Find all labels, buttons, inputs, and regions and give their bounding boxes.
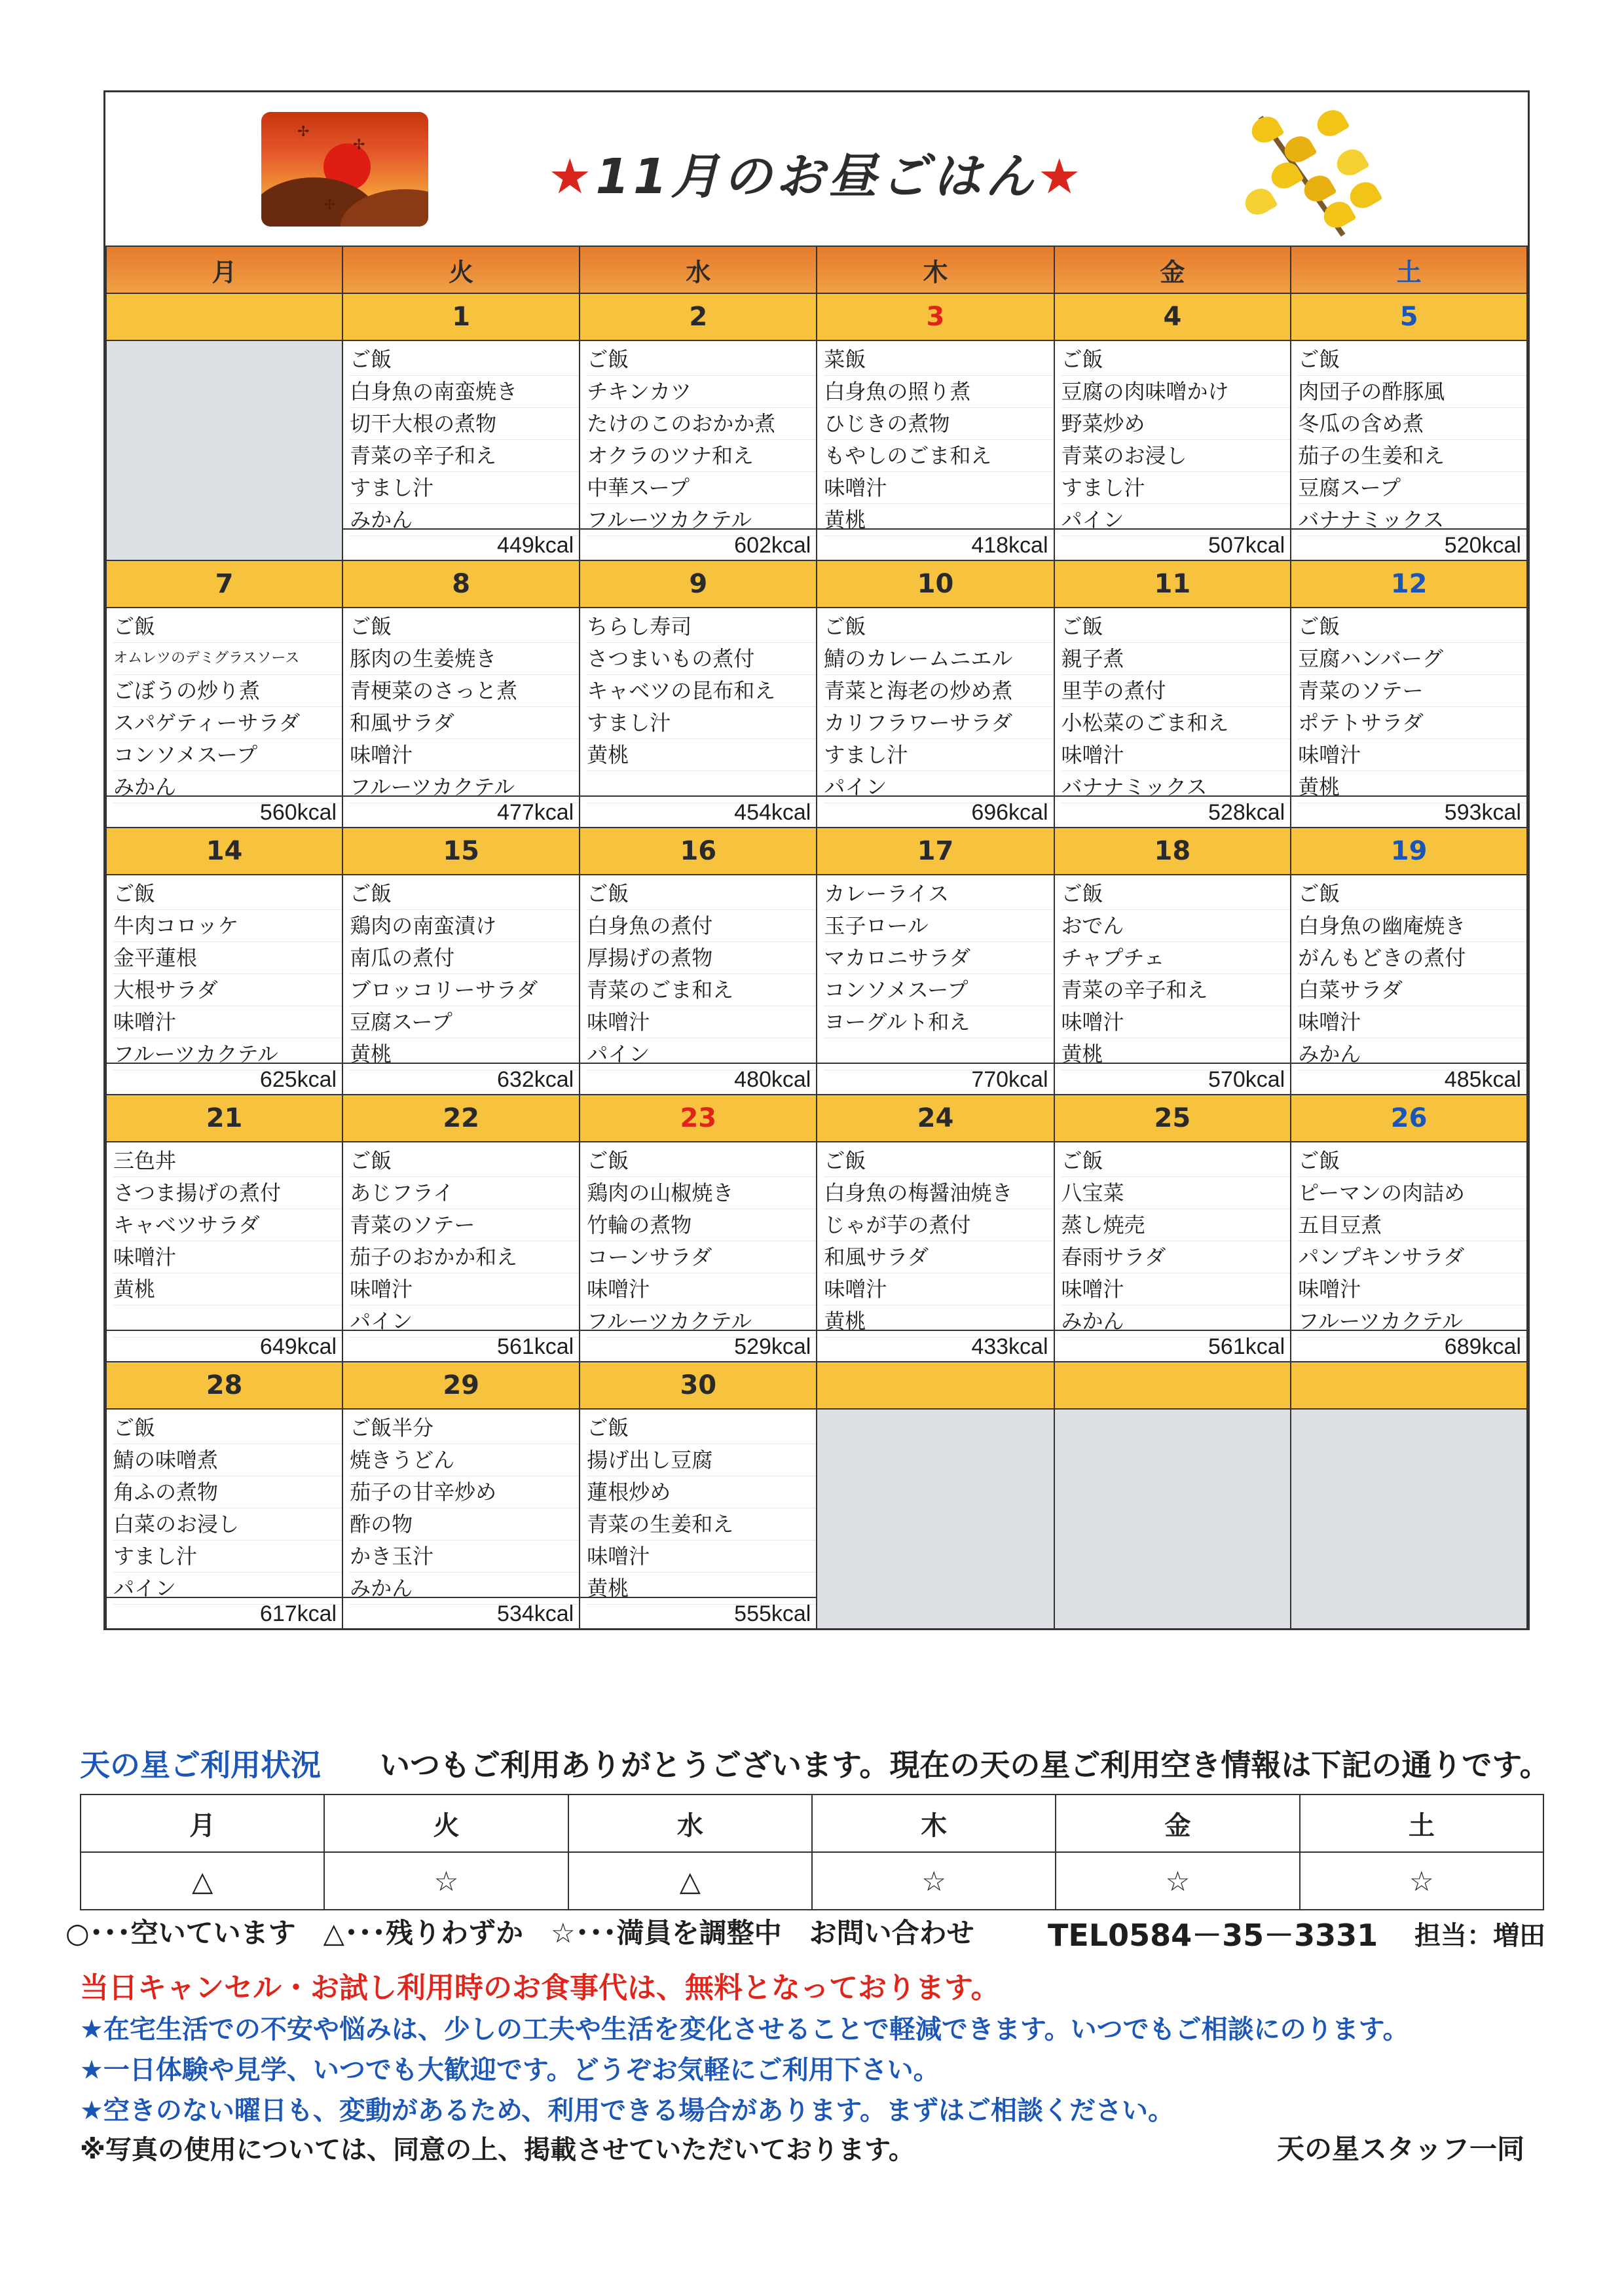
- menu-item: ご飯: [113, 611, 342, 643]
- menu-item: カリフラワーサラダ: [824, 707, 1053, 739]
- availability-mark: △: [81, 1852, 324, 1910]
- menu-item: カレーライス: [824, 878, 1053, 910]
- calorie-label: 433kcal: [971, 1334, 1048, 1359]
- menu-item: 青菜の辛子和え: [1061, 974, 1291, 1006]
- menu-day-cell: [580, 875, 817, 1095]
- status-weekday: 水: [568, 1795, 812, 1852]
- menu-item: 里芋の煮付: [1061, 675, 1291, 707]
- menu-item: パイン: [824, 771, 1053, 803]
- menu-item: 味噌汁: [587, 1273, 816, 1305]
- menu-item: 黄桃: [824, 504, 1053, 536]
- date-label: [106, 293, 342, 340]
- menu-item: 白菜サラダ: [1298, 974, 1526, 1006]
- date-label: 10: [817, 560, 1054, 608]
- menu-item: 肉団子の酢豚風: [1298, 376, 1526, 408]
- menu-item: もやしのごま和え: [824, 440, 1053, 472]
- menu-item: ご飯: [350, 344, 579, 376]
- menu-item: 三色丼: [113, 1145, 342, 1177]
- status-title: 天の星ご利用状況: [80, 1747, 321, 1783]
- menu-day-cell: [1054, 340, 1291, 560]
- menu-day-cell: [342, 608, 580, 828]
- menu-item: 青菜のソテー: [1298, 675, 1526, 707]
- menu-item: みかん: [350, 1573, 579, 1605]
- menu-item: ご飯: [113, 1412, 342, 1444]
- menu-item: ご飯半分: [350, 1412, 579, 1444]
- menu-item: チャプチェ: [1061, 942, 1291, 974]
- menu-item: ご飯: [1061, 1145, 1291, 1177]
- menu-item: マカロニサラダ: [824, 942, 1053, 974]
- menu-item: 菜飯: [824, 344, 1053, 376]
- menu-item: 味噌汁: [350, 739, 579, 771]
- date-label: 7: [106, 560, 342, 608]
- menu-day-cell: [580, 1409, 817, 1629]
- note-consultation: ★在宅生活での不安や悩みは、少しの工夫や生活を変化させることで軽減できます。いつでもご相談にのります。: [80, 2014, 1409, 2045]
- menu-day-cell: [1291, 875, 1527, 1095]
- calorie-label: 561kcal: [1208, 1334, 1285, 1359]
- weekday-header: 月: [106, 246, 342, 293]
- menu-item: 酢の物: [350, 1508, 579, 1540]
- menu-item: パンプキンサラダ: [1298, 1241, 1526, 1273]
- menu-item: 味噌汁: [113, 1241, 342, 1273]
- menu-header: [105, 92, 1528, 246]
- ginkgo-leaves-icon: [1232, 104, 1395, 242]
- menu-item: フルーツカクテル: [350, 771, 579, 803]
- calorie-label: 570kcal: [1208, 1067, 1285, 1092]
- meal-fee-notice: 当日キャンセル・お試し利用時のお食事代は、無料となっております。: [80, 1971, 1000, 2005]
- calorie-label: 561kcal: [497, 1334, 574, 1359]
- menu-item: すまし汁: [587, 707, 816, 739]
- menu-item: 切干大根の煮物: [350, 408, 579, 440]
- menu-item: 豆腐ハンバーグ: [1298, 643, 1526, 675]
- calorie-label: 625kcal: [259, 1067, 337, 1092]
- menu-item: ご飯: [350, 878, 579, 910]
- menu-item: フルーツカクテル: [587, 1305, 816, 1338]
- menu-item: 和風サラダ: [350, 707, 579, 739]
- date-label: 12: [1291, 560, 1527, 608]
- menu-item: 青梗菜のさっと煮: [350, 675, 579, 707]
- empty-day-cell: [106, 340, 342, 560]
- menu-day-cell: [106, 1142, 342, 1362]
- date-label: 8: [342, 560, 580, 608]
- menu-item: 豆腐スープ: [1298, 472, 1526, 504]
- menu-item: 和風サラダ: [824, 1241, 1053, 1273]
- menu-item: 白菜のお浸し: [113, 1508, 342, 1540]
- date-label: [1054, 1362, 1291, 1409]
- menu-item: 味噌汁: [1298, 1273, 1526, 1305]
- menu-day-cell: [817, 340, 1054, 560]
- menu-item: 味噌汁: [113, 1006, 342, 1038]
- calorie-label: 485kcal: [1444, 1067, 1521, 1092]
- calorie-label: 696kcal: [971, 800, 1048, 825]
- menu-day-cell: [580, 1142, 817, 1362]
- status-weekday: 木: [812, 1795, 1056, 1852]
- calorie-label: 649kcal: [259, 1334, 337, 1359]
- menu-item: 蓮根炒め: [587, 1476, 816, 1508]
- availability-mark: ☆: [1300, 1852, 1543, 1910]
- menu-item: バナナミックス: [1298, 504, 1526, 536]
- menu-item: あじフライ: [350, 1177, 579, 1209]
- menu-item: ピーマンの肉詰め: [1298, 1177, 1526, 1209]
- date-label: 3: [817, 293, 1054, 340]
- menu-item: ご飯: [824, 1145, 1053, 1177]
- menu-item: 黄桃: [587, 739, 816, 771]
- date-label: 30: [580, 1362, 817, 1409]
- menu-item: オムレツのデミグラスソース: [113, 643, 342, 675]
- contact-person: 担当：増田: [1414, 1921, 1545, 1951]
- date-label: 19: [1291, 828, 1527, 875]
- weekday-header: 水: [580, 246, 817, 293]
- calorie-label: 520kcal: [1444, 533, 1521, 558]
- calorie-label: 529kcal: [734, 1334, 811, 1359]
- menu-item: 味噌汁: [824, 472, 1053, 504]
- menu-item: 味噌汁: [1061, 1273, 1291, 1305]
- menu-item: 鯖のカレームニエル: [824, 643, 1053, 675]
- menu-item: ご飯: [1298, 344, 1526, 376]
- calorie-label: 593kcal: [1444, 800, 1521, 825]
- page-title: ★11月のお昼ごはん★: [548, 149, 1085, 205]
- calorie-label: 454kcal: [734, 800, 811, 825]
- sunset-dragonfly-icon: ✢ ✢ ✢: [261, 112, 428, 227]
- menu-item: フルーツカクテル: [587, 504, 816, 536]
- menu-item: すまし汁: [1061, 472, 1291, 504]
- weekday-header: 火: [342, 246, 580, 293]
- menu-item: 南瓜の煮付: [350, 942, 579, 974]
- menu-item: がんもどきの煮付: [1298, 942, 1526, 974]
- date-label: 16: [580, 828, 817, 875]
- menu-item: ご飯: [1061, 344, 1291, 376]
- menu-item: パイン: [350, 1305, 579, 1338]
- menu-item: 豚肉の生姜焼き: [350, 643, 579, 675]
- menu-item: ご飯: [587, 1145, 816, 1177]
- availability-mark: ☆: [812, 1852, 1056, 1910]
- staff-signature: 天の星スタッフ一同: [1277, 2133, 1525, 2165]
- menu-item: すまし汁: [350, 472, 579, 504]
- menu-item: 親子煮: [1061, 643, 1291, 675]
- menu-item: ご飯: [1298, 1145, 1526, 1177]
- menu-item: かき玉汁: [350, 1540, 579, 1573]
- menu-item: 青菜と海老の炒め煮: [824, 675, 1053, 707]
- menu-item: パイン: [587, 1038, 816, 1070]
- menu-item: たけのこのおかか煮: [587, 408, 816, 440]
- empty-day-cell: [817, 1409, 1054, 1629]
- date-label: 28: [106, 1362, 342, 1409]
- menu-item: フルーツカクテル: [113, 1038, 342, 1070]
- menu-item: ポテトサラダ: [1298, 707, 1526, 739]
- calorie-label: 617kcal: [259, 1601, 337, 1626]
- menu-day-cell: [342, 875, 580, 1095]
- menu-item: 鶏肉の山椒焼き: [587, 1177, 816, 1209]
- menu-item: 八宝菜: [1061, 1177, 1291, 1209]
- menu-item: 茄子のおかか和え: [350, 1241, 579, 1273]
- menu-item: みかん: [1061, 1305, 1291, 1338]
- menu-item: チキンカツ: [587, 376, 816, 408]
- menu-item: 青菜のごま和え: [587, 974, 816, 1006]
- menu-item: 味噌汁: [1298, 1006, 1526, 1038]
- menu-item: キャベツの昆布和え: [587, 675, 816, 707]
- menu-item: 蒸し焼売: [1061, 1209, 1291, 1241]
- calorie-label: 555kcal: [734, 1601, 811, 1626]
- menu-item: 角ふの煮物: [113, 1476, 342, 1508]
- date-label: 21: [106, 1095, 342, 1142]
- menu-day-cell: [580, 608, 817, 828]
- empty-day-cell: [1054, 1409, 1291, 1629]
- calorie-label: 507kcal: [1208, 533, 1285, 558]
- date-label: 23: [580, 1095, 817, 1142]
- availability-mark: △: [568, 1852, 812, 1910]
- menu-item: 白身魚の幽庵焼き: [1298, 910, 1526, 942]
- menu-item: ご飯: [113, 878, 342, 910]
- menu-item: 青菜のソテー: [350, 1209, 579, 1241]
- menu-item: ご飯: [1061, 878, 1291, 910]
- menu-day-cell: [1291, 1142, 1527, 1362]
- menu-item: 青菜の辛子和え: [350, 440, 579, 472]
- menu-item: ご飯: [1061, 611, 1291, 643]
- menu-item: すまし汁: [824, 739, 1053, 771]
- menu-item: ご飯: [350, 1145, 579, 1177]
- menu-item: 味噌汁: [587, 1006, 816, 1038]
- menu-item: 黄桃: [824, 1305, 1053, 1338]
- date-label: 9: [580, 560, 817, 608]
- menu-item: さつまいもの煮付: [587, 643, 816, 675]
- menu-item: 竹輪の煮物: [587, 1209, 816, 1241]
- calorie-label: 528kcal: [1208, 800, 1285, 825]
- status-weekday: 土: [1300, 1795, 1543, 1852]
- contact-phone: TEL0584－35－3331: [1048, 1918, 1378, 1953]
- menu-item: 黄桃: [113, 1273, 342, 1305]
- menu-day-cell: [106, 875, 342, 1095]
- menu-item: バナナミックス: [1061, 771, 1291, 803]
- menu-item: 白身魚の照り煮: [824, 376, 1053, 408]
- calorie-label: 449kcal: [497, 533, 574, 558]
- menu-item: 豆腐の肉味噌かけ: [1061, 376, 1291, 408]
- status-message: いつもご利用ありがとうございます。現在の天の星ご利用空き情報は下記の通りです。: [380, 1747, 1550, 1783]
- lunch-menu-panel: [103, 90, 1530, 1630]
- availability-table: [80, 1794, 1544, 1910]
- menu-item: すまし汁: [113, 1540, 342, 1573]
- note-availability: ★空きのない曜日も、変動があるため、利用できる場合があります。まずはご相談ください。: [80, 2096, 1175, 2126]
- menu-item: ご飯: [587, 1412, 816, 1444]
- menu-item: みかん: [350, 504, 579, 536]
- menu-item: 味噌汁: [587, 1540, 816, 1573]
- date-label: 25: [1054, 1095, 1291, 1142]
- menu-item: 厚揚げの煮物: [587, 942, 816, 974]
- menu-day-cell: [1054, 608, 1291, 828]
- date-label: 24: [817, 1095, 1054, 1142]
- calorie-label: 632kcal: [497, 1067, 574, 1092]
- menu-item: ごぼうの炒り煮: [113, 675, 342, 707]
- menu-item: 味噌汁: [1061, 739, 1291, 771]
- menu-item: 青菜のお浸し: [1061, 440, 1291, 472]
- note-trial: ★一日体験や見学、いつでも大歓迎です。どうぞお気軽にご利用下さい。: [80, 2055, 940, 2085]
- date-label: 17: [817, 828, 1054, 875]
- status-weekday: 金: [1056, 1795, 1299, 1852]
- menu-item: 味噌汁: [824, 1273, 1053, 1305]
- menu-item: 味噌汁: [1298, 739, 1526, 771]
- date-label: 4: [1054, 293, 1291, 340]
- empty-day-cell: [1291, 1409, 1527, 1629]
- menu-item: 黄桃: [587, 1573, 816, 1605]
- date-label: 29: [342, 1362, 580, 1409]
- menu-item: みかん: [1298, 1038, 1526, 1070]
- calorie-label: 560kcal: [259, 800, 337, 825]
- date-label: 22: [342, 1095, 580, 1142]
- menu-item: 白身魚の煮付: [587, 910, 816, 942]
- weekday-header: 土: [1291, 246, 1527, 293]
- calorie-label: 480kcal: [734, 1067, 811, 1092]
- date-label: [817, 1362, 1054, 1409]
- menu-item: おでん: [1061, 910, 1291, 942]
- menu-item: オクラのツナ和え: [587, 440, 816, 472]
- menu-day-cell: [1291, 340, 1527, 560]
- date-label: 11: [1054, 560, 1291, 608]
- date-label: 1: [342, 293, 580, 340]
- weekday-header: 木: [817, 246, 1054, 293]
- calorie-label: 534kcal: [497, 1601, 574, 1626]
- menu-day-cell: [106, 1409, 342, 1629]
- calorie-label: 418kcal: [971, 533, 1048, 558]
- menu-item: 冬瓜の含め煮: [1298, 408, 1526, 440]
- date-label: 15: [342, 828, 580, 875]
- menu-item: 焼きうどん: [350, 1444, 579, 1476]
- menu-item: 玉子ロール: [824, 910, 1053, 942]
- menu-item: ご飯: [824, 611, 1053, 643]
- menu-day-cell: [1054, 875, 1291, 1095]
- menu-item: 味噌汁: [350, 1273, 579, 1305]
- menu-item: パイン: [1061, 504, 1291, 536]
- menu-day-cell: [342, 1409, 580, 1629]
- menu-day-cell: [1054, 1142, 1291, 1362]
- photo-consent-note: ※写真の使用については、同意の上、掲載させていただいております。: [80, 2135, 915, 2165]
- date-label: 18: [1054, 828, 1291, 875]
- menu-item: ご飯: [587, 344, 816, 376]
- date-label: 26: [1291, 1095, 1527, 1142]
- menu-item: 白身魚の南蛮焼き: [350, 376, 579, 408]
- menu-item: 茄子の生姜和え: [1298, 440, 1526, 472]
- calorie-label: 602kcal: [734, 533, 811, 558]
- calorie-label: 770kcal: [971, 1067, 1048, 1092]
- menu-item: コーンサラダ: [587, 1241, 816, 1273]
- menu-item: ご飯: [350, 611, 579, 643]
- menu-item: ちらし寿司: [587, 611, 816, 643]
- menu-item: ブロッコリーサラダ: [350, 974, 579, 1006]
- menu-item: 金平蓮根: [113, 942, 342, 974]
- menu-day-cell: [580, 340, 817, 560]
- status-weekday: 月: [81, 1795, 324, 1852]
- menu-item: パイン: [113, 1573, 342, 1605]
- menu-item: コンソメスープ: [113, 739, 342, 771]
- availability-mark: ☆: [1056, 1852, 1299, 1910]
- menu-calendar: [105, 246, 1528, 1630]
- menu-item: ひじきの煮物: [824, 408, 1053, 440]
- menu-item: フルーツカクテル: [1298, 1305, 1526, 1338]
- date-label: 2: [580, 293, 817, 340]
- menu-item: 中華スープ: [587, 472, 816, 504]
- menu-item: スパゲティーサラダ: [113, 707, 342, 739]
- menu-item: 白身魚の梅醤油焼き: [824, 1177, 1053, 1209]
- menu-item: じゃが芋の煮付: [824, 1209, 1053, 1241]
- menu-item: ご飯: [1298, 611, 1526, 643]
- menu-item: 青菜の生姜和え: [587, 1508, 816, 1540]
- date-label: 14: [106, 828, 342, 875]
- menu-item: みかん: [113, 771, 342, 803]
- menu-item: 鯖の味噌煮: [113, 1444, 342, 1476]
- menu-item: 黄桃: [1298, 771, 1526, 803]
- status-weekday: 火: [324, 1795, 568, 1852]
- menu-item: 黄桃: [350, 1038, 579, 1070]
- menu-item: さつま揚げの煮付: [113, 1177, 342, 1209]
- menu-day-cell: [1291, 608, 1527, 828]
- menu-item: ヨーグルト和え: [824, 1006, 1053, 1038]
- menu-item: ご飯: [1298, 878, 1526, 910]
- menu-item: 豆腐スープ: [350, 1006, 579, 1038]
- date-label: [1291, 1362, 1527, 1409]
- menu-item: 野菜炒め: [1061, 408, 1291, 440]
- menu-item: 牛肉コロッケ: [113, 910, 342, 942]
- menu-day-cell: [817, 608, 1054, 828]
- menu-day-cell: [106, 608, 342, 828]
- menu-item: 茄子の甘辛炒め: [350, 1476, 579, 1508]
- menu-item: 大根サラダ: [113, 974, 342, 1006]
- calorie-label: 689kcal: [1444, 1334, 1521, 1359]
- menu-day-cell: [342, 340, 580, 560]
- availability-legend: ○･･･空いています △･･･残りわずか ☆･･･満員を調整中 お問い合わせ: [65, 1917, 974, 1949]
- availability-mark: ☆: [324, 1852, 568, 1910]
- menu-item: 鶏肉の南蛮漬け: [350, 910, 579, 942]
- menu-item: 五目豆煮: [1298, 1209, 1526, 1241]
- menu-item: 春雨サラダ: [1061, 1241, 1291, 1273]
- calorie-label: 477kcal: [497, 800, 574, 825]
- weekday-header: 金: [1054, 246, 1291, 293]
- menu-item: 小松菜のごま和え: [1061, 707, 1291, 739]
- menu-item: コンソメスープ: [824, 974, 1053, 1006]
- menu-item: ご飯: [587, 878, 816, 910]
- menu-day-cell: [817, 1142, 1054, 1362]
- menu-day-cell: [342, 1142, 580, 1362]
- menu-item: 黄桃: [1061, 1038, 1291, 1070]
- menu-item: キャベツサラダ: [113, 1209, 342, 1241]
- date-label: 5: [1291, 293, 1527, 340]
- menu-day-cell: [817, 875, 1054, 1095]
- menu-item: 味噌汁: [1061, 1006, 1291, 1038]
- menu-item: 揚げ出し豆腐: [587, 1444, 816, 1476]
